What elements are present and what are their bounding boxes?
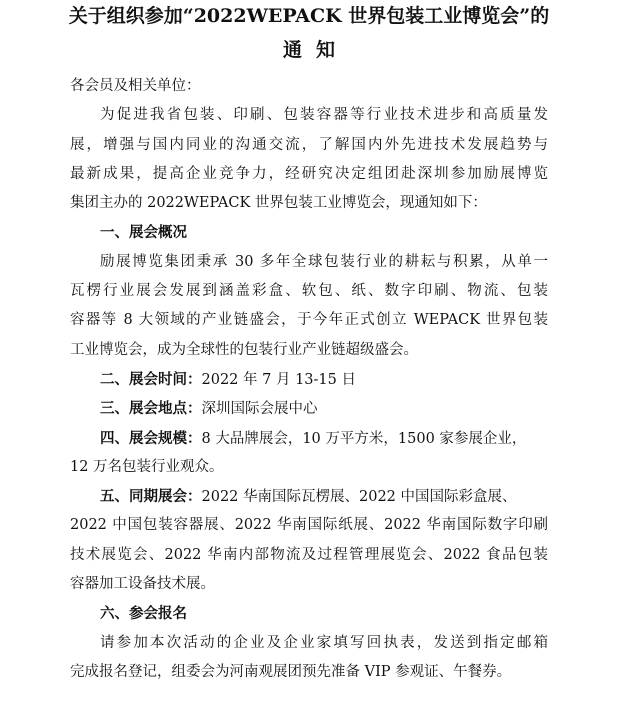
- section-2: [70, 365, 548, 394]
- section-4: [70, 424, 548, 453]
- section-3-value: 深圳国际会展中心: [201, 401, 318, 418]
- section-5-line-3: 技术展览会、2022 华南内部物流及过程管理展览会、2022 食品包装: [70, 546, 548, 563]
- section-2-value: 2022 年 7 月 13-15 日: [201, 371, 356, 388]
- section-5-line-4: 容器加工设备技术展。: [70, 576, 215, 593]
- section-1-line-3: 容器等 8 大领域的产业链盛会，于今年正式创立 WEPACK 世界包装: [70, 312, 548, 329]
- section-1-line-4: 工业博览会，成为全球性的包装行业产业链超级盛会。: [70, 341, 418, 358]
- section-4-value-line-1: 8 大品牌展会，10 万平方米，1500 家参展企业，: [201, 430, 527, 447]
- section-3: [70, 394, 548, 423]
- document-title-line-1: 关于组织参加“2022WEPACK 世界包装工业博览会”的: [68, 5, 550, 27]
- section-1-line-2: 瓦楞行业展会发展到涵盖彩盒、软包、纸、数字印刷、物流、包装: [70, 283, 548, 300]
- section-5-label: 五、同期展会：: [100, 488, 202, 506]
- section-5-line-2: 2022 中国包装容器展、2022 华南国际纸展、2022 华南国际数字印刷: [70, 517, 548, 534]
- section-5-value-line-1: 2022 华南国际瓦楞展、2022 中国国际彩盒展、: [201, 489, 517, 506]
- section-2-label: 二、展会时间：: [100, 370, 202, 388]
- section-6-line-2: 完成报名登记，组委会为河南观展团预先准备 VIP 参观证、午餐券。: [70, 663, 512, 680]
- section-6-heading: 六、参会报名: [100, 605, 187, 623]
- intro-line-4: 集团主办的 2022WEPACK 世界包装工业博览会，现通知如下：: [70, 195, 487, 212]
- document-title-line-2: 通知: [282, 39, 349, 61]
- section-4-value-line-2: 12 万名包装行业观众。: [70, 458, 224, 475]
- document-body: [70, 72, 548, 687]
- intro-line-2: 展，增强与国内同业的沟通交流，了解国内外先进技术发展趋势与: [70, 136, 548, 153]
- salutation: 各会员及相关单位：: [70, 78, 201, 94]
- section-4-label: 四、展会规模：: [100, 429, 202, 447]
- section-5: [70, 482, 548, 511]
- section-1-heading: 一、展会概况: [100, 224, 187, 242]
- intro-line-1: 为促进我省包装、印刷、包装容器等行业技术进步和高质量发: [100, 107, 548, 124]
- section-6-line-1: 请参加本次活动的企业及企业家填写回执表，发送到指定邮箱: [100, 634, 548, 651]
- section-1-line-1: 励展博览集团秉承 30 多年全球包装行业的耕耘与积累，从单一: [100, 253, 548, 270]
- section-3-label: 三、展会地点：: [100, 400, 202, 418]
- intro-line-3: 最新成果，提高企业竞争力，经研究决定组团赴深圳参加励展博览: [70, 165, 548, 182]
